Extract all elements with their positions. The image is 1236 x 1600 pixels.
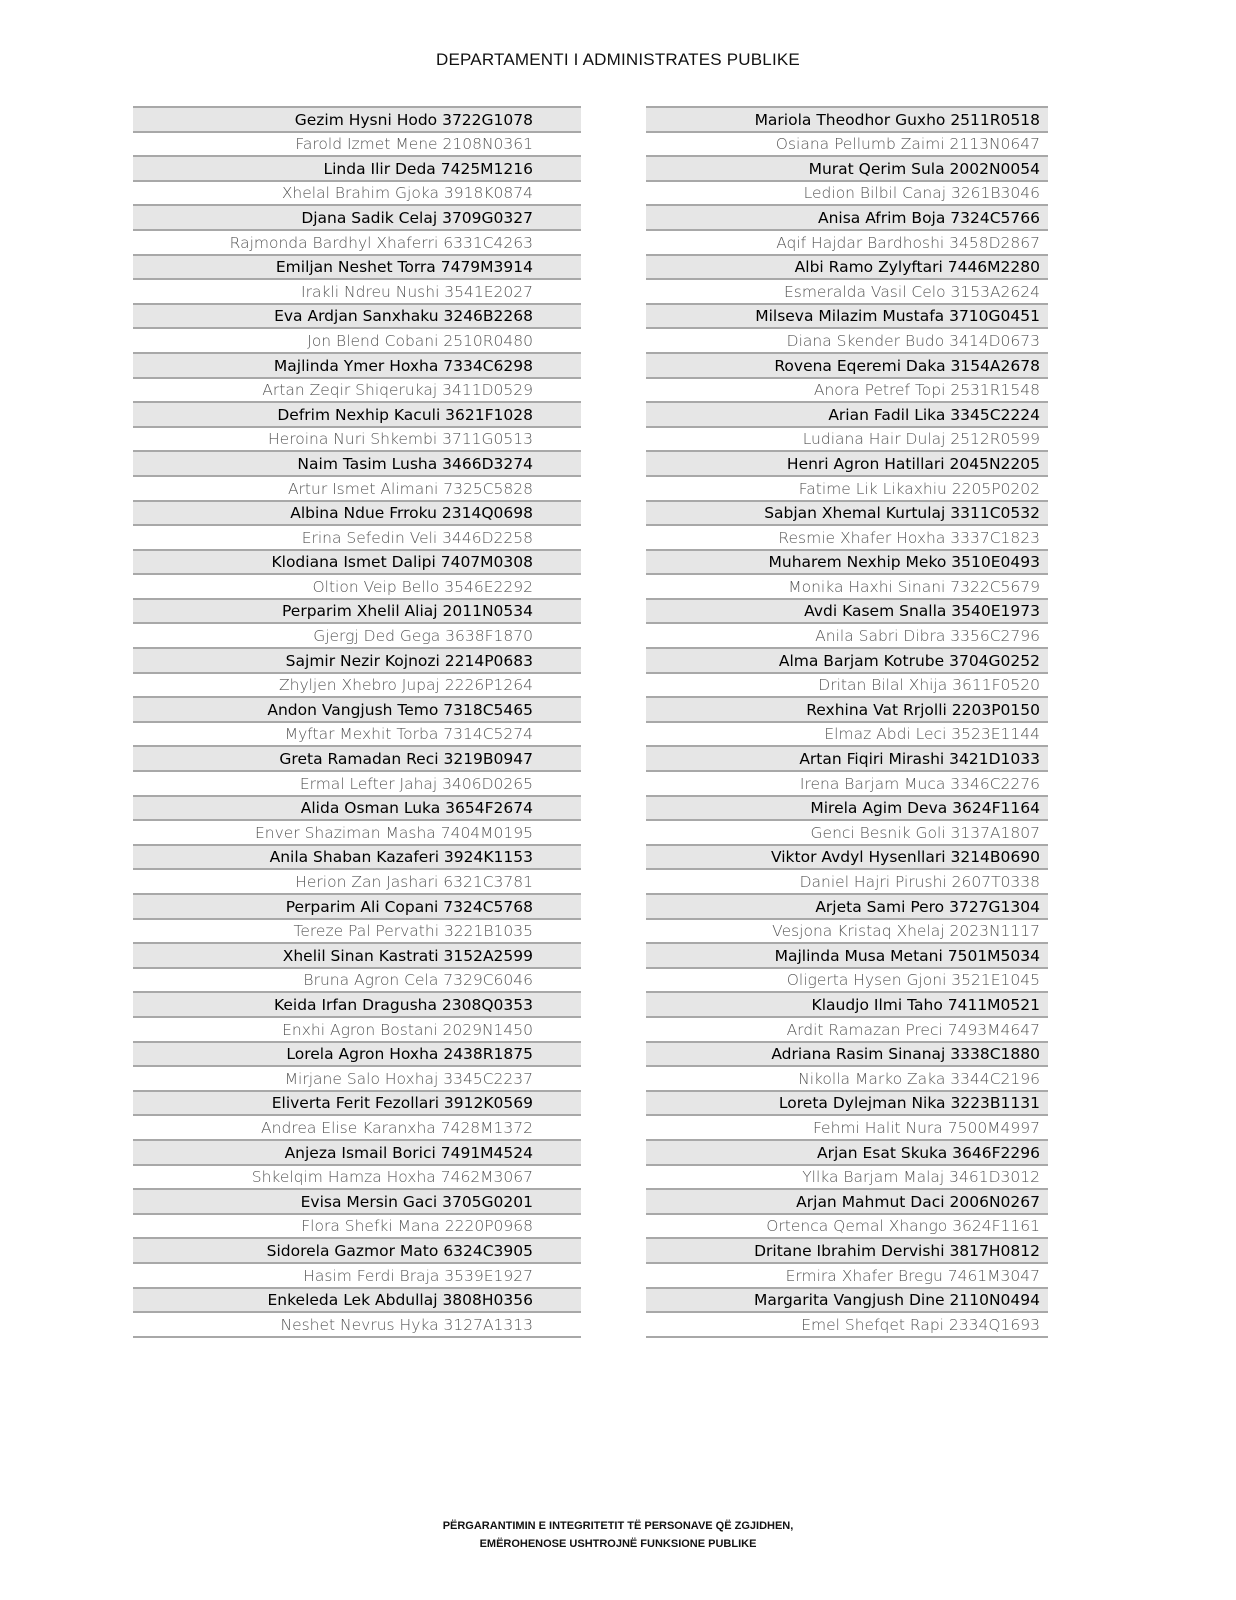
person-entry: Eva Ardjan Sanxhaku 3246B2268 bbox=[274, 307, 533, 326]
person-entry: Artur Ismet Alimani 7325C5828 bbox=[287, 479, 533, 498]
list-item bbox=[133, 551, 581, 576]
footer-line-1: PËRGARANTIMIN E INTEGRITETIT TË PERSONAVE QË ZGJIDHEN, bbox=[442, 1520, 794, 1532]
list-item bbox=[646, 846, 1048, 871]
list-item bbox=[646, 1215, 1048, 1240]
person-entry: Tereze Pal Pervathi 3221B1035 bbox=[293, 922, 533, 941]
list-item bbox=[133, 969, 581, 994]
list-item bbox=[646, 157, 1048, 182]
list-item bbox=[646, 674, 1048, 699]
list-item bbox=[133, 452, 581, 477]
person-entry: Evisa Mersin Gaci 3705G0201 bbox=[300, 1192, 533, 1211]
list-item bbox=[646, 895, 1048, 920]
person-entry: Perparim Xhelil Aliaj 2011N0534 bbox=[281, 602, 533, 621]
person-entry: Klaudjo Ilmi Taho 7411M0521 bbox=[811, 995, 1040, 1014]
list-item bbox=[646, 403, 1048, 428]
list-item bbox=[133, 747, 581, 772]
list-item bbox=[133, 206, 581, 231]
person-entry: Arjan Mahmut Daci 2006N0267 bbox=[796, 1192, 1040, 1211]
list-item bbox=[646, 428, 1048, 453]
list-item bbox=[646, 1067, 1048, 1092]
person-entry: Sajmir Nezir Kojnozi 2214P0683 bbox=[285, 651, 533, 670]
list-item bbox=[133, 305, 581, 330]
person-entry: Esmeralda Vasil Celo 3153A2624 bbox=[783, 282, 1040, 301]
list-item bbox=[646, 575, 1048, 600]
list-item bbox=[133, 772, 581, 797]
person-entry: Ermira Xhafer Bregu 7461M3047 bbox=[785, 1266, 1040, 1285]
person-entry: Myftar Mexhit Torba 7314C5274 bbox=[284, 725, 533, 744]
list-item bbox=[646, 551, 1048, 576]
list-item bbox=[646, 772, 1048, 797]
person-entry: Adriana Rasim Sinanaj 3338C1880 bbox=[771, 1045, 1040, 1064]
person-entry: Artan Fiqiri Mirashi 3421D1033 bbox=[799, 750, 1040, 769]
person-entry: Elmaz Abdi Leci 3523E1144 bbox=[824, 725, 1040, 744]
person-entry: Mariola Theodhor Guxho 2511R0518 bbox=[754, 110, 1040, 129]
list-item bbox=[646, 993, 1048, 1018]
person-entry: Rajmonda Bardhyl Xhaferri 6331C4263 bbox=[229, 233, 533, 252]
list-item bbox=[646, 698, 1048, 723]
person-entry: Xhelal Brahim Gjoka 3918K0874 bbox=[281, 184, 533, 203]
person-entry: Keida Irfan Dragusha 2308Q0353 bbox=[273, 995, 533, 1014]
person-entry: Dritane Ibrahim Dervishi 3817H0812 bbox=[754, 1241, 1040, 1260]
person-entry: Ortenca Qemal Xhango 3624F1161 bbox=[766, 1217, 1040, 1236]
person-entry: Erina Sefedin Veli 3446D2258 bbox=[301, 528, 533, 547]
person-entry: Andrea Elise Karanxha 7428M1372 bbox=[261, 1118, 533, 1137]
list-item bbox=[133, 797, 581, 822]
list-item bbox=[133, 624, 581, 649]
person-entry: Irakli Ndreu Nushi 3541E2027 bbox=[301, 282, 533, 301]
person-entry: Viktor Avdyl Hysenllari 3214B0690 bbox=[770, 848, 1040, 867]
list-item bbox=[646, 870, 1048, 895]
list-item bbox=[133, 256, 581, 281]
person-entry: Mirjane Salo Hoxhaj 3345C2237 bbox=[284, 1069, 533, 1088]
list-item bbox=[133, 575, 581, 600]
list-item bbox=[646, 1043, 1048, 1068]
list-item bbox=[646, 1116, 1048, 1141]
person-entry: Milseva Milazim Mustafa 3710G0451 bbox=[755, 307, 1040, 326]
person-entry: Anjeza Ismail Borici 7491M4524 bbox=[284, 1143, 533, 1162]
person-entry: Xhelil Sinan Kastrati 3152A2599 bbox=[282, 946, 533, 965]
person-entry: Fehmi Halit Nura 7500M4997 bbox=[812, 1118, 1040, 1137]
person-entry: Sabjan Xhemal Kurtulaj 3311C0532 bbox=[764, 504, 1040, 523]
list-item bbox=[646, 747, 1048, 772]
person-entry: Rexhina Vat Rrjolli 2203P0150 bbox=[806, 700, 1040, 719]
person-entry: Gjergj Ded Gega 3638F1870 bbox=[313, 627, 533, 646]
list-item bbox=[646, 1141, 1048, 1166]
list-item bbox=[133, 477, 581, 502]
person-entry: Diana Skender Budo 3414D0673 bbox=[786, 331, 1040, 350]
list-item bbox=[133, 502, 581, 527]
list-item bbox=[133, 403, 581, 428]
person-entry: Hasim Ferdi Braja 3539E1927 bbox=[303, 1266, 533, 1285]
list-item bbox=[133, 108, 581, 133]
person-entry: Djana Sadik Celaj 3709G0327 bbox=[301, 208, 533, 227]
list-item bbox=[646, 969, 1048, 994]
right-name-list bbox=[646, 106, 1048, 1338]
list-item bbox=[646, 305, 1048, 330]
list-item bbox=[133, 1043, 581, 1068]
person-entry: Arian Fadil Lika 3345C2224 bbox=[828, 405, 1040, 424]
person-entry: Muharem Nexhip Meko 3510E0493 bbox=[768, 553, 1040, 572]
person-entry: Oligerta Hysen Gjoni 3521E1045 bbox=[786, 971, 1040, 990]
list-item bbox=[133, 231, 581, 256]
list-item bbox=[133, 649, 581, 674]
person-entry: Albi Ramo Zylyftari 7446M2280 bbox=[794, 258, 1040, 277]
list-item bbox=[133, 870, 581, 895]
person-entry: Lorela Agron Hoxha 2438R1875 bbox=[286, 1045, 533, 1064]
list-item bbox=[133, 133, 581, 158]
list-item bbox=[133, 1190, 581, 1215]
person-entry: Eliverta Ferit Fezollari 3912K0569 bbox=[271, 1094, 533, 1113]
list-item bbox=[646, 256, 1048, 281]
list-item bbox=[646, 1264, 1048, 1289]
list-item bbox=[646, 723, 1048, 748]
list-item bbox=[133, 821, 581, 846]
list-item bbox=[646, 1289, 1048, 1314]
person-entry: Nikolla Marko Zaka 3344C2196 bbox=[798, 1069, 1040, 1088]
list-item bbox=[646, 108, 1048, 133]
list-item bbox=[133, 944, 581, 969]
person-entry: Ledion Bilbil Canaj 3261B3046 bbox=[803, 184, 1040, 203]
list-item bbox=[133, 428, 581, 453]
list-item bbox=[646, 502, 1048, 527]
list-item bbox=[646, 1239, 1048, 1264]
list-item bbox=[133, 182, 581, 207]
person-entry: Anora Petref Topi 2531R1548 bbox=[813, 381, 1040, 400]
person-entry: Ermal Lefter Jahaj 3406D0265 bbox=[299, 774, 533, 793]
list-item bbox=[646, 477, 1048, 502]
person-entry: Anila Shaban Kazaferi 3924K1153 bbox=[269, 848, 533, 867]
list-item bbox=[133, 1289, 581, 1314]
person-entry: Herion Zan Jashari 6321C3781 bbox=[295, 873, 533, 891]
list-item bbox=[646, 821, 1048, 846]
list-item bbox=[133, 1067, 581, 1092]
person-entry: Osiana Pellumb Zaimi 2113N0647 bbox=[775, 135, 1040, 154]
person-entry: Klodiana Ismet Dalipi 7407M0308 bbox=[271, 553, 533, 572]
person-entry: Linda Ilir Deda 7425M1216 bbox=[323, 159, 533, 178]
person-entry: Daniel Hajri Pirushi 2607T0338 bbox=[799, 873, 1040, 891]
person-entry: Enkeleda Lek Abdullaj 3808H0356 bbox=[267, 1291, 533, 1310]
person-entry: Margarita Vangjush Dine 2110N0494 bbox=[753, 1291, 1040, 1310]
person-entry: Flora Shefki Mana 2220P0968 bbox=[301, 1217, 533, 1236]
person-entry: Majlinda Ymer Hoxha 7334C6298 bbox=[273, 356, 533, 375]
person-entry: Sidorela Gazmor Mato 6324C3905 bbox=[266, 1241, 533, 1260]
list-item bbox=[133, 354, 581, 379]
person-entry: Aqif Hajdar Bardhoshi 3458D2867 bbox=[776, 233, 1040, 252]
list-item bbox=[133, 698, 581, 723]
list-item bbox=[133, 280, 581, 305]
person-entry: Enxhi Agron Bostani 2029N1450 bbox=[282, 1020, 533, 1039]
list-item bbox=[133, 993, 581, 1018]
footer bbox=[0, 1517, 1236, 1553]
person-entry: Bruna Agron Cela 7329C6046 bbox=[303, 971, 533, 990]
person-entry: Enver Shaziman Masha 7404M0195 bbox=[254, 823, 533, 842]
list-item bbox=[646, 1313, 1048, 1338]
person-entry: Zhyljen Xhebro Jupaj 2226P1264 bbox=[279, 676, 533, 695]
person-entry: Dritan Bilal Xhija 3611F0520 bbox=[818, 676, 1040, 695]
person-entry: Arjan Esat Skuka 3646F2296 bbox=[816, 1143, 1040, 1162]
list-item bbox=[646, 624, 1048, 649]
person-entry: Albina Ndue Frroku 2314Q0698 bbox=[290, 504, 533, 523]
person-entry: Anisa Afrim Boja 7324C5766 bbox=[817, 208, 1040, 227]
list-item bbox=[646, 206, 1048, 231]
list-item bbox=[133, 526, 581, 551]
person-entry: Ardit Ramazan Preci 7493M4647 bbox=[786, 1020, 1040, 1039]
person-entry: Heroina Nuri Shkembi 3711G0513 bbox=[268, 430, 533, 449]
list-item bbox=[646, 1166, 1048, 1191]
list-item bbox=[133, 1141, 581, 1166]
list-item bbox=[646, 944, 1048, 969]
list-item bbox=[133, 600, 581, 625]
person-entry: Avdi Kasem Snalla 3540E1973 bbox=[804, 602, 1040, 621]
list-item bbox=[646, 354, 1048, 379]
person-entry: Mirela Agim Deva 3624F1164 bbox=[810, 799, 1040, 818]
person-entry: Defrim Nexhip Kaculi 3621F1028 bbox=[277, 405, 533, 424]
list-item bbox=[646, 600, 1048, 625]
person-entry: Fatime Lik Likaxhiu 2205P0202 bbox=[798, 479, 1040, 498]
list-item bbox=[133, 1166, 581, 1191]
person-entry: Andon Vangjush Temo 7318C5465 bbox=[267, 700, 533, 719]
person-entry: Jon Blend Cobani 2510R0480 bbox=[307, 331, 533, 350]
person-entry: Yllka Barjam Malaj 3461D3012 bbox=[802, 1168, 1040, 1187]
list-item bbox=[133, 674, 581, 699]
person-entry: Alida Osman Luka 3654F2674 bbox=[300, 799, 533, 818]
list-item bbox=[646, 452, 1048, 477]
list-item bbox=[133, 1239, 581, 1264]
person-entry: Greta Ramadan Reci 3219B0947 bbox=[279, 750, 533, 769]
footer-line-2: EMËROHENOSE USHTROJNË FUNKSIONE PUBLIKE bbox=[479, 1538, 757, 1550]
list-item bbox=[133, 1116, 581, 1141]
list-item bbox=[133, 723, 581, 748]
person-entry: Anila Sabri Dibra 3356C2796 bbox=[815, 627, 1040, 646]
list-item bbox=[646, 280, 1048, 305]
list-item bbox=[646, 182, 1048, 207]
list-item bbox=[646, 1092, 1048, 1117]
person-entry: Alma Barjam Kotrube 3704G0252 bbox=[778, 651, 1040, 670]
list-item bbox=[133, 329, 581, 354]
person-entry: Resmie Xhafer Hoxha 3337C1823 bbox=[778, 528, 1040, 547]
list-item bbox=[646, 526, 1048, 551]
list-item bbox=[133, 1264, 581, 1289]
person-entry: Naim Tasim Lusha 3466D3274 bbox=[297, 454, 533, 473]
person-entry: Murat Qerim Sula 2002N0054 bbox=[808, 159, 1040, 178]
list-item bbox=[646, 133, 1048, 158]
person-entry: Perparim Ali Copani 7324C5768 bbox=[285, 897, 533, 916]
person-entry: Neshet Nevrus Hyka 3127A1313 bbox=[280, 1315, 533, 1334]
person-entry: Rovena Eqeremi Daka 3154A2678 bbox=[774, 356, 1040, 375]
list-item bbox=[133, 1018, 581, 1043]
list-item bbox=[133, 920, 581, 945]
list-item bbox=[133, 379, 581, 404]
list-item bbox=[646, 649, 1048, 674]
person-entry: Henri Agron Hatillari 2045N2205 bbox=[786, 454, 1040, 473]
list-item bbox=[646, 1190, 1048, 1215]
person-entry: Majlinda Musa Metani 7501M5034 bbox=[774, 946, 1040, 965]
list-item bbox=[133, 1313, 581, 1338]
person-entry: Vesjona Kristaq Xhelaj 2023N1117 bbox=[772, 922, 1040, 941]
person-entry: Genci Besnik Goli 3137A1807 bbox=[810, 823, 1040, 842]
person-entry: Gezim Hysni Hodo 3722G1078 bbox=[294, 110, 533, 129]
list-item bbox=[646, 379, 1048, 404]
person-entry: Emiljan Neshet Torra 7479M3914 bbox=[275, 258, 533, 277]
person-entry: Shkelqim Hamza Hoxha 7462M3067 bbox=[251, 1168, 533, 1187]
list-item bbox=[646, 231, 1048, 256]
list-item bbox=[133, 1092, 581, 1117]
list-item bbox=[133, 846, 581, 871]
person-entry: Monika Haxhi Sinani 7322C5679 bbox=[788, 577, 1040, 596]
list-item bbox=[646, 920, 1048, 945]
list-item bbox=[646, 1018, 1048, 1043]
list-item bbox=[646, 797, 1048, 822]
person-entry: Farold Izmet Mene 2108N0361 bbox=[295, 135, 533, 154]
person-entry: Irena Barjam Muca 3346C2276 bbox=[799, 774, 1040, 793]
person-entry: Oltion Veip Bello 3546E2292 bbox=[312, 577, 533, 596]
person-entry: Emel Shefqet Rapi 2334Q1693 bbox=[801, 1315, 1040, 1334]
list-item bbox=[133, 895, 581, 920]
list-item bbox=[133, 157, 581, 182]
person-entry: Loreta Dylejman Nika 3223B1131 bbox=[778, 1094, 1040, 1113]
page-title: DEPARTAMENTI I ADMINISTRATES PUBLIKE bbox=[436, 50, 800, 69]
list-item bbox=[646, 329, 1048, 354]
list-item bbox=[133, 1215, 581, 1240]
person-entry: Arjeta Sami Pero 3727G1304 bbox=[815, 897, 1040, 916]
left-name-list bbox=[133, 106, 581, 1338]
person-entry: Artan Zeqir Shiqerukaj 3411D0529 bbox=[262, 381, 533, 400]
person-entry: Ludiana Hair Dulaj 2512R0599 bbox=[802, 430, 1040, 449]
